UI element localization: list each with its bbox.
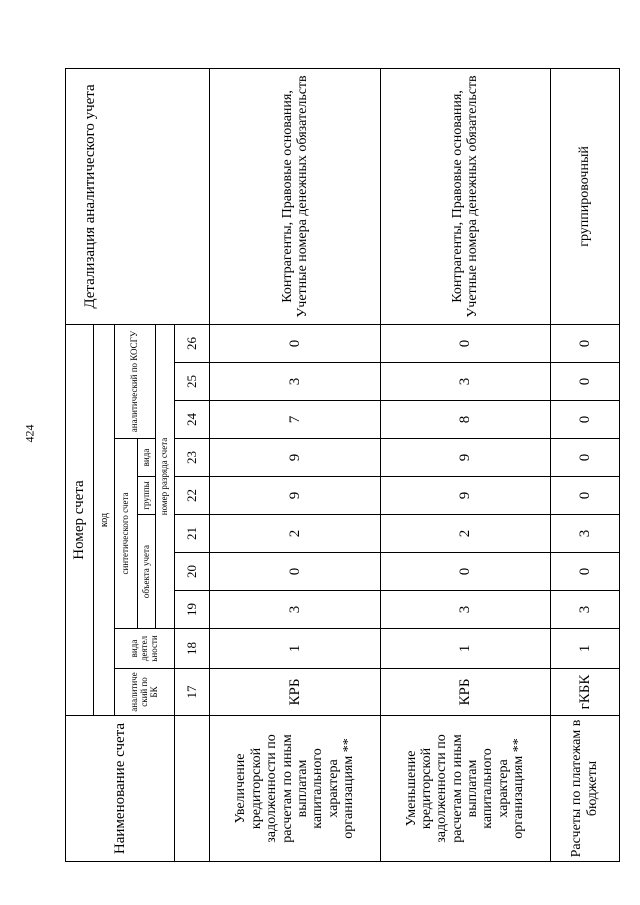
header-analytic-kosgu: аналитический по КОСГУ [115, 324, 156, 438]
row-cell: 0 [550, 553, 619, 591]
header-analytic-bk: аналитиче ский по БК [115, 669, 175, 716]
header-object: объекта учета [137, 515, 156, 629]
row-cell: 0 [550, 477, 619, 515]
row-cell: 2 [210, 515, 380, 553]
header-detail: Детализация аналитического учета [66, 68, 210, 324]
row-cell: 9 [210, 439, 380, 477]
row-cell: 9 [380, 439, 550, 477]
digit-17: 17 [175, 669, 210, 716]
row-cell: 3 [380, 363, 550, 401]
row-detail: группировочный [550, 68, 619, 324]
row-cell: 0 [550, 401, 619, 439]
row-cell: 1 [550, 629, 619, 669]
row-cell: КРБ [210, 669, 380, 716]
row-cell: 0 [210, 553, 380, 591]
digit-24: 24 [175, 401, 210, 439]
row-name: Увеличение кредиторской задолженности по расчетам по иным выплатам капитального характера организациям ** [210, 716, 380, 862]
header-synthetic: синтетического счета [115, 439, 137, 629]
digit-22: 22 [175, 477, 210, 515]
row-cell: 3 [210, 591, 380, 629]
digit-20: 20 [175, 553, 210, 591]
row-cell: гКБК [550, 669, 619, 716]
row-cell: 0 [550, 324, 619, 362]
accounts-table [65, 68, 620, 862]
header-code: код [94, 324, 115, 715]
row-cell: 3 [380, 591, 550, 629]
row-detail: Контрагенты, Правовые основания, Учетные номера денежных обязательств [380, 68, 550, 324]
row-cell: 0 [380, 324, 550, 362]
digit-18: 18 [175, 629, 210, 669]
row-cell: 8 [380, 401, 550, 439]
header-account-name: Наименование счета [66, 716, 175, 862]
row-name: Уменьшение кредиторской задолженности по расчетам по иным выплатам капитального характера организациям ** [380, 716, 550, 862]
digit-26: 26 [175, 324, 210, 362]
header-group: группы [137, 477, 156, 515]
row-detail: Контрагенты, Правовые основания, Учетные номера денежных обязательств [210, 68, 380, 324]
row-cell: 3 [210, 363, 380, 401]
digit-21: 21 [175, 515, 210, 553]
header-activity-type: вида деятел ьности [115, 629, 175, 669]
row-cell: 0 [550, 439, 619, 477]
row-cell: 0 [380, 553, 550, 591]
row-name: Расчеты по платежам в бюджеты [550, 716, 619, 862]
row-cell: КРБ [380, 669, 550, 716]
table-row [380, 68, 550, 861]
table-row [550, 68, 619, 861]
header-type: вида [137, 439, 156, 477]
row-cell: 9 [380, 477, 550, 515]
row-cell: 2 [380, 515, 550, 553]
digit-19: 19 [175, 591, 210, 629]
header-account-number: Номер счета [66, 324, 94, 715]
accounts-table-rotated [65, 69, 620, 862]
digit-23: 23 [175, 439, 210, 477]
row-cell: 9 [210, 477, 380, 515]
row-cell: 0 [210, 324, 380, 362]
table-row [210, 68, 380, 861]
row-cell: 0 [550, 363, 619, 401]
row-cell: 7 [210, 401, 380, 439]
digit-25: 25 [175, 363, 210, 401]
row-cell: 1 [380, 629, 550, 669]
row-cell: 1 [210, 629, 380, 669]
row-cell: 3 [550, 515, 619, 553]
header-digit-number: номер разряда счета [156, 324, 175, 628]
header-spacer [175, 716, 210, 862]
page-number: 424 [22, 424, 37, 443]
row-cell: 3 [550, 591, 619, 629]
